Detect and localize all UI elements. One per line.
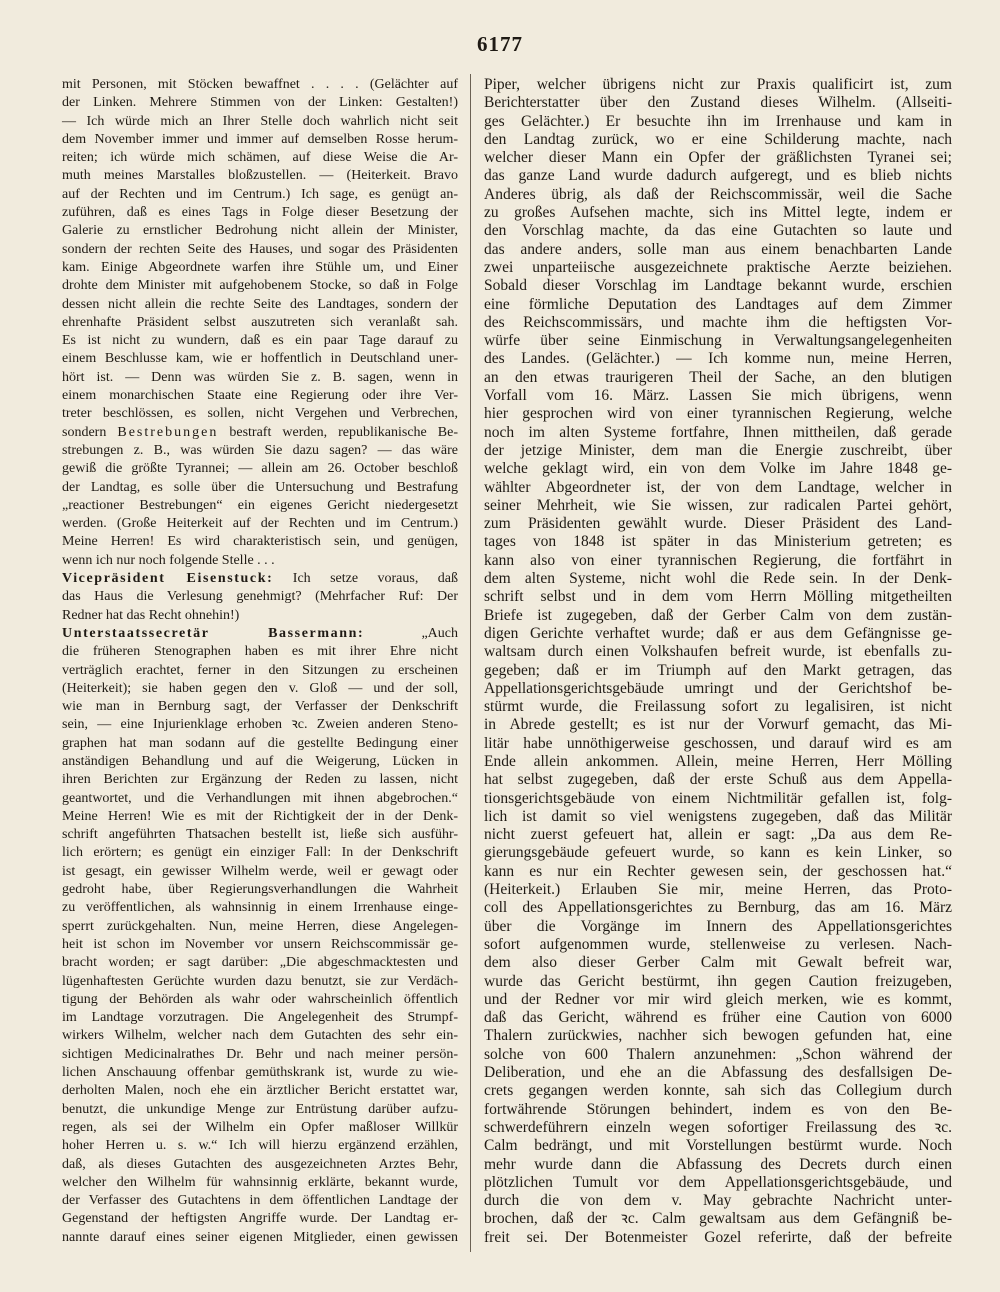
text-line: „reactioner Bestrebungen“ ein eigenes Gericht niedergesetzt (62, 497, 458, 513)
text-line: gedroht habe, über Regierungsverhandlungen die Wahrheit (62, 882, 458, 898)
text-line: daß das Gericht, während es früher eine Caution von 6000 (484, 1009, 952, 1027)
text-line: das ganze Land wurde dadurch aufgeregt, und es blieb nichts (484, 167, 952, 185)
text-line: das andere anders, solle man aus einem benachbarten Lande (484, 240, 952, 258)
text-line: welche geklagt wird, ein von dem Volke im Jahre 1848 ge- (484, 460, 952, 478)
text-line: crets gegangen werden konnte, sah sich das Collegium durch (484, 1082, 952, 1100)
text-line: wurde das Gericht bestürmt, ihn gegen Caution freizugeben, (484, 972, 952, 990)
line-segment: „Auch (364, 625, 458, 641)
text-line: einem monarchischen Staate eine Regierung oder ihre Ver- (62, 388, 458, 404)
text-line: zum Präsidenten gewählt wurde. Dieser Präsident des Land- (484, 515, 952, 533)
text-line: noch im alten Systeme fortfahre, Ihnen mittheilen, daß gerade (484, 423, 952, 441)
text-line: Redner hat das Recht ohnehin!) (62, 607, 240, 623)
text-line: ist gesagt, ein gewisser Wilhelm werde, weil er gewagt oder (62, 863, 458, 879)
text-line: sofort aufgenommen wurde, stellenweise zu verlesen. Nach- (484, 935, 952, 953)
text-line: Piper, welcher übrigens nicht zur Praxis qualificirt ist, zum (484, 76, 952, 93)
text-line: freit sei. Der Botenmeister Gozel referirte, daß der befreite (484, 1228, 952, 1246)
text-line: Berichterstatter über den Zustand dieses Wilhelm. (Allseiti- (484, 94, 952, 112)
text-line: dem alten Systeme, nicht wohl die Rede sein. In der Denk- (484, 570, 952, 588)
text-line: digen Gerichte verhaftet wurde; daß er aus dem Gefängnisse ge- (484, 624, 952, 642)
text-line: des Reichscommissärs, und machte ihm die heftigsten Vor- (484, 313, 952, 331)
speaker-name: Unterstaatssecretär Bassermann: (62, 625, 365, 641)
text-line: würfe über seine Einmischung in Verwaltungsangelegenheiten (484, 332, 952, 350)
text-line: ehrenhafte Präsident selbst auszutreten sich veranlaßt sah. (62, 314, 458, 330)
text-line: Meine Herren! Wie es mit der Richtigkeit der in der Denk- (62, 808, 458, 824)
text-line: der Linken. Mehrere Stimmen von der Linken: Gestalten!) (62, 95, 458, 111)
text-line: des Landes. (Gelächter.) — Ich komme nun, meine Herren, (484, 350, 952, 368)
text-line: Gegenstand der heftigsten Angriffe wurde. Der Landtag er- (62, 1211, 458, 1227)
text-line: hier gesprochen wird von einer tyrannischen Regierung, welche (484, 405, 952, 423)
text-line: kam. Einige Abgeordnete warfen ihre Stühle um, und Einer (62, 259, 458, 275)
text-line: Es ist nicht zu wundern, daß es ein paar Tage darauf zu (62, 333, 458, 349)
page-number: 6177 (477, 32, 523, 56)
text-line: Briefe ist zugegeben, daß der Gerber Calm von dem zustän- (484, 606, 952, 624)
text-line: geantwortet, und die Verhandlungen mit ihnen abgebrochen.“ (62, 790, 458, 806)
text-line: kann es nur ein Rechter gewesen sein, der geschossen hat.“ (484, 862, 952, 880)
text-line: den Vorschlag machte, da das eine Gutachten so laute und (484, 222, 952, 240)
text-line: Sobald dieser Vorschlag im Landtage bekannt wurde, erschien (484, 277, 952, 295)
text-line: reiten; ich würde mich schämen, auf diese Weise die Ar- (62, 150, 458, 166)
paragraph (62, 76, 458, 570)
text-line: (Heiterkeit); sie haben gegen den v. Gloß — und der soll, (62, 680, 458, 696)
text-line: hört ist. — Denn was würden Sie z. B. sagen, wenn in (62, 369, 458, 385)
text-line: litär habe unnöthigerweise geschossen, und darauf wird es am (484, 734, 952, 752)
text-line: schrift angeführten Thatsachen bestellt ist, ließe sich ausführ- (62, 827, 458, 843)
text-line: Thalern zurückwies, nachher sich bewogen gefunden hat, eine (484, 1027, 952, 1045)
left-column (62, 76, 458, 1247)
text-line: wie man in Bernburg sagt, der Verfasser der Denkschrift (62, 699, 458, 715)
text-line (62, 570, 458, 588)
text-line: die früheren Stenographen haben es mit ihrer Ehre nicht (62, 644, 458, 660)
text-line: ihren Berichten zur Ergänzung der Reden zu lassen, nicht (62, 772, 458, 788)
text-line: Anderes übrig, als daß der Reichscommissär, weil die Sache (484, 185, 952, 203)
text-line: in Abrede gestellt; es ist nur der Vorwurf gemacht, das Mi- (484, 716, 952, 734)
text-line: brochen, daß der ꝛc. Calm gewaltsam aus dem Gefängniß be- (484, 1210, 952, 1228)
text-line: anständigen Behandlung und auf die Weigerung, Lücken in (62, 753, 458, 769)
text-line: Ende allein ankommen. Allein, meine Herren, Herr Mölling (484, 752, 952, 770)
text-line: hat selbst zugegeben, daß der erste Schuß aus dem Appella- (484, 771, 952, 789)
text-line: das Haus die Verlesung genehmigt? (Mehrfacher Ruf: Der (62, 589, 458, 605)
text-line: an den etwas traurigeren Theil der Sache, an den blutigen (484, 368, 952, 386)
text-line: dessen nicht allein die rechte Seite des Landtages, sondern der (62, 296, 458, 312)
column-divider (470, 74, 471, 1252)
text-line: heit ist schon im November vor unsern Reichscommissär ge- (62, 936, 458, 952)
text-line: Appellationsgerichtsgebäude umringt und der Gerichtshof be- (484, 679, 952, 697)
text-line: stürmt wurde, die Freilassung sofort zu legalisiren, ist nicht (484, 698, 952, 716)
text-line: seiner Mehrheit, wie Sie wissen, zur radicalen Partei gehört, (484, 496, 952, 514)
text-line (62, 424, 458, 442)
text-line: gewiß die größte Tyrannei; — allein am 26. October beschloß (62, 461, 458, 477)
text-line: im Landtage vorzutragen. Die Angelegenheit des Strumpf- (62, 1010, 458, 1026)
text-line: hoher Herren u. s. w.“ Ich will hierzu ergänzend erzählen, (62, 1138, 458, 1154)
line-segment: bestraft werden, republikanische Be- (218, 424, 458, 440)
text-line: muth meines Marstalles bloßzustellen. — (Heiterkeit. Bravo (62, 168, 458, 184)
text-line: mit Personen, mit Stöcken bewaffnet . . . . (Gelächter auf (62, 77, 458, 92)
text-line: Calm bedrängt, und mit Vorstellungen bestürmt wurde. Noch (484, 1137, 952, 1155)
emphasized-word: Bestrebungen (117, 424, 219, 440)
text-line: gierungsgebäude gefeuert wurde, so kann es kein Linker, so (484, 844, 952, 862)
text-line: graphen hat man sodann auf die gestellte Bedingung einer (62, 735, 458, 751)
text-line: über die Vorgänge im Innern des Appellationsgerichtes (484, 917, 952, 935)
paragraph (62, 570, 458, 625)
text-line: zu großes Aufsehen machte, sich ins Mittel legte, indem er (484, 204, 952, 222)
text-line: auf der Rechten und im Centrum.) Ich sage, es genügt an- (62, 186, 458, 202)
text-line: strebungen z. B., was würden Sie dazu sagen? — das wäre (62, 442, 458, 458)
text-line: ges Gelächter.) Er besuchte ihn im Irrenhause und kam in (484, 112, 952, 130)
text-line: Deliberation, und ehe an die Abfassung des desfallsigen De- (484, 1064, 952, 1082)
text-line: daß, als dieses Gutachten des ausgezeichneten Arztes Behr, (62, 1156, 458, 1172)
text-line: durch die von dem v. May gebrachte Nachricht unter- (484, 1192, 952, 1210)
text-line: welcher den Wilhelm für wahnsinnig erklärte, bekannt wurde, (62, 1174, 458, 1190)
text-line: zu veröffentlichen, als wahnsinnig in einem Irrenhause einge- (62, 900, 458, 916)
text-line: fortwährende Störungen behindert, indem es von den Be- (484, 1100, 952, 1118)
text-line: sichtigen Medicinalrathes Dr. Behr und nach meiner persön- (62, 1046, 458, 1062)
line-segment: sondern (62, 424, 118, 440)
text-line: schrift selbst und in dem vom Herrn Mölling mitgetheilten (484, 588, 952, 606)
text-line: eine förmliche Deputation des Landtages auf dem Zimmer (484, 295, 952, 313)
text-line: wirkers Wilhelm, welcher nach dem Gutachten des sehr ein- (62, 1028, 458, 1044)
paragraph (484, 76, 952, 1247)
text-line: tionsgerichtsgebäude von einem Nichtmilitär gefallen ist, folg- (484, 789, 952, 807)
text-line: wählter Abgeordneter ist, der von dem Landtage, welcher in (484, 478, 952, 496)
line-segment: Ich setze voraus, daß (273, 571, 458, 587)
text-line: schwerdeführern einzeln wegen sofortiger Freilassung des ꝛc. (484, 1118, 952, 1136)
text-line: mehr wurde dann die Abfassung des Decrets durch einen (484, 1155, 952, 1173)
text-line: verträglich erachtet, ferner in den Sitzungen zu erscheinen (62, 662, 458, 678)
text-line: welcher dieser Mann ein Opfer der gräßlichsten Tyranei sei; (484, 149, 952, 167)
text-line: wenn ich nur noch folgende Stelle . . . (62, 552, 275, 568)
text-line: der jetzige Minister, dem man die Energie zuschreibt, über (484, 441, 952, 459)
text-line: zwei unparteiische ausgezeichnete praktische Aerzte beiziehen. (484, 258, 952, 276)
text-line: derholten Malen, noch ehe ein ärztlicher Bericht erstattet war, (62, 1083, 458, 1099)
text-line: den Landtag zurück, wo er eine Schilderung machte, nach (484, 130, 952, 148)
text-line: werden. (Große Heiterkeit auf der Rechten und im Centrum.) (62, 516, 458, 532)
text-line: (Heiterkeit.) Erlauben Sie mir, meine Herren, das Proto- (484, 881, 952, 899)
text-line: sperrt zurückgehalten. Nun, meine Herren, diese Angelegen- (62, 918, 458, 934)
text-line: plötzlichen Tumult vor dem Appellationsgerichtsgebäude, und (484, 1173, 952, 1191)
text-line: tages von 1848 ist später in das Ministerium getreten; es (484, 533, 952, 551)
text-line: tigung der Behörden als wahr oder wahrscheinlich öffentlich (62, 991, 458, 1007)
speaker-name: Vicepräsident Eisenstuck: (62, 571, 274, 587)
text-line: kann also von einer tyrannischen Regierung, die fortfährt in (484, 551, 952, 569)
text-line: einem Beschlusse kam, wie er hoffentlich in Deutschland uner- (62, 351, 458, 367)
text-line: treter beschlössen, es sollen, nicht Vergehen und Verbrechen, (62, 406, 458, 422)
text-line: waltsam durch einen Volkshaufen befreit wurde, ist ebenfalls zu- (484, 643, 952, 661)
text-line: nicht zuerst gefeuert hat, allein er sagt: „Da aus dem Re- (484, 826, 952, 844)
text-line: Meine Herren! Es wird charakteristisch sein, und genügen, (62, 534, 458, 550)
text-line: und der Redner vor mir wird gleich merken, wie es kommt, (484, 990, 952, 1008)
text-line: der Verfasser des Gutachtens in dem öffentlichen Landtage der (62, 1193, 458, 1209)
text-line: dem also dieser Gerber Calm mit Gewalt befreit war, (484, 954, 952, 972)
text-line: zuführen, daß es eines Tags in Folge dieser Besetzung der (62, 205, 458, 221)
text-line: lügenhaftesten Gerüchte wurden dazu benutzt, sie zur Verdäch- (62, 973, 458, 989)
text-line: lich erörtern; es genügt ein einziger Fall: In der Denkschrift (62, 845, 458, 861)
text-line: nannte darauf eines seiner eigenen Mitglieder, einen gewissen (62, 1229, 458, 1245)
text-line: bracht worden; er sagt darüber: „Die abgeschmacktesten und (62, 955, 458, 971)
text-line: lichen Anschauung offenbar gemüthskrank ist, wurde zu wie- (62, 1065, 458, 1081)
text-line: der Landtag, es solle über die Untersuchung und Bestrafung (62, 479, 458, 495)
text-line: solche von 600 Thalern anzunehmen: „Schon während der (484, 1045, 952, 1063)
text-line: dem November immer und immer auf demselben Rosse herum- (62, 131, 458, 147)
text-line: — Ich würde mich an Ihrer Stelle doch wahrlich nicht seit (62, 113, 458, 129)
text-line: regen, als sei der Wilhelm ein Opfer maßloser Willkür (62, 1119, 458, 1135)
text-line: lich ist damit so viel wenigstens zugegeben, daß das Militär (484, 807, 952, 825)
text-line: Vorfall vom 16. März. Lassen Sie mich übrigens, wenn (484, 387, 952, 405)
text-line: gegeben; daß er im Triumph auf den Markt getragen, das (484, 661, 952, 679)
text-line: coll des Appellationsgerichtes zu Bernburg, das am 16. März (484, 899, 952, 917)
right-column (484, 76, 952, 1247)
text-line: sondern der rechten Seite des Hauses, und sogar des Präsidenten (62, 241, 458, 257)
paragraph (62, 625, 458, 1247)
text-line: benutzt, die unkundige Menge zur Entrüstung darüber aufzu- (62, 1101, 458, 1117)
text-line: drohte dem Minister mit aufgehobenem Stocke, so daß in Folge (62, 278, 458, 294)
text-line: Galerie zu ernstlicher Bedrohung nicht allein der Minister, (62, 223, 458, 239)
text-line: sein, — eine Injurienklage erhoben ꝛc. Zweien anderen Steno- (62, 717, 458, 733)
text-line (62, 625, 458, 643)
